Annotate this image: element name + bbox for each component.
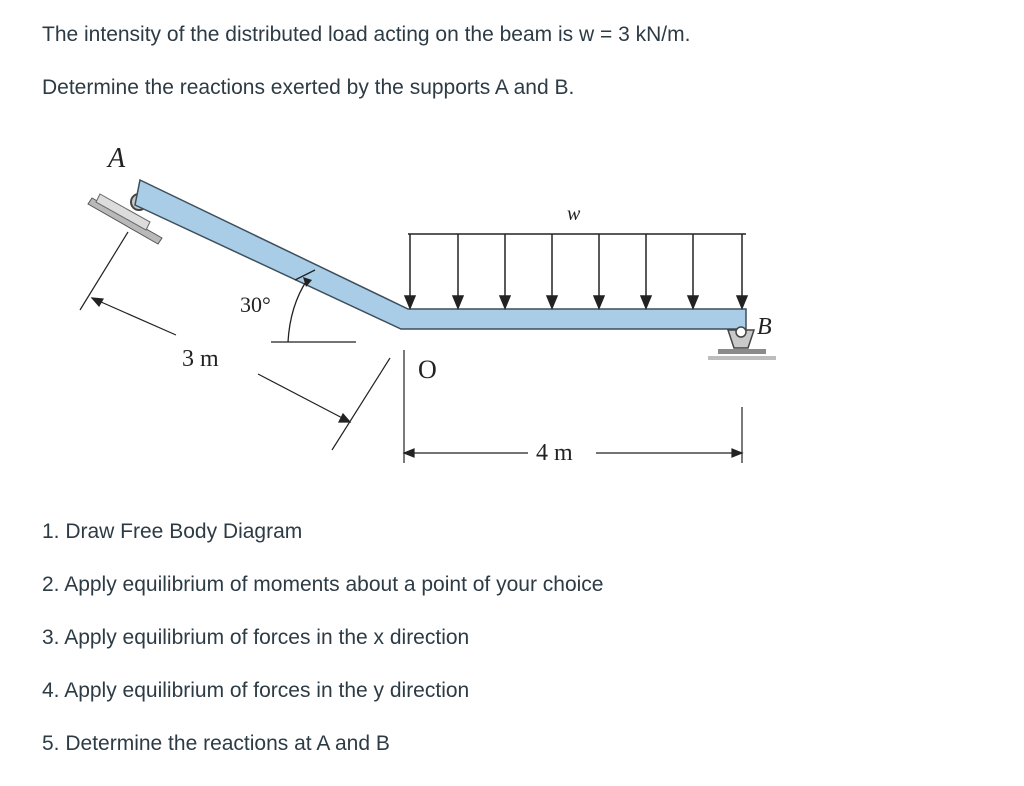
label-o: O — [418, 355, 437, 384]
step-5: 5. Determine the reactions at A and B — [42, 732, 390, 755]
dimension-horizontal — [404, 350, 742, 463]
problem-statement-load: The intensity of the distributed load acting on the beam is w = 3 kN/m. — [42, 23, 691, 46]
beam — [135, 180, 746, 329]
problem-statement-task: Determine the reactions exerted by the supports A and B. — [42, 76, 575, 99]
step-1: 1. Draw Free Body Diagram — [42, 520, 303, 543]
dimension-label-4m: 4 m — [536, 440, 573, 466]
dimension-inclined — [80, 232, 390, 450]
beam-diagram — [0, 130, 800, 475]
label-w: w — [567, 203, 581, 225]
label-b: B — [757, 314, 772, 340]
step-4: 4. Apply equilibrium of forces in the y direction — [42, 679, 470, 702]
dimension-label-3m: 3 m — [182, 346, 219, 372]
step-3: 3. Apply equilibrium of forces in the x direction — [42, 626, 470, 649]
step-2: 2. Apply equilibrium of moments about a point of your choice — [42, 573, 604, 596]
distributed-load — [405, 234, 747, 308]
angle-label: 30° — [240, 292, 271, 317]
label-a: A — [108, 143, 126, 174]
